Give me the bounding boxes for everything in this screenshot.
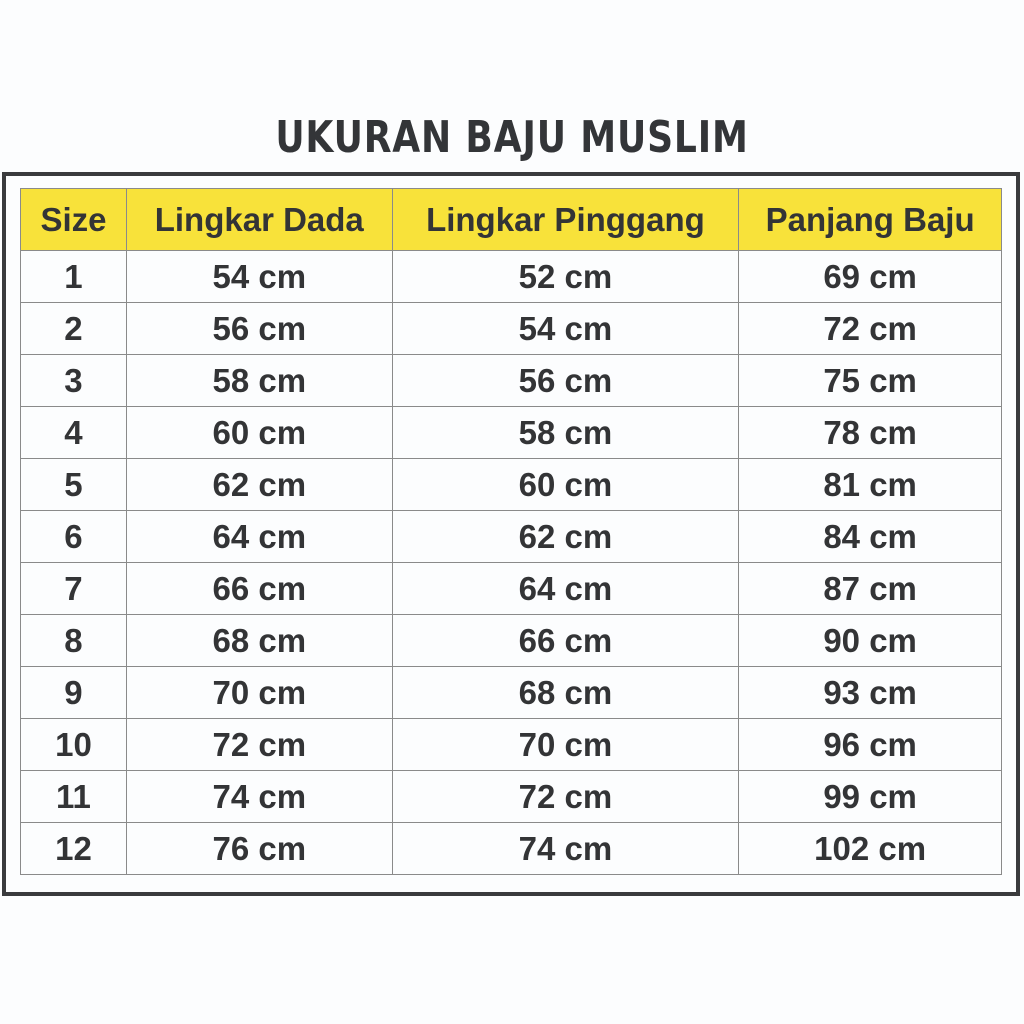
cell-lingkar-pinggang: 54 cm: [392, 303, 739, 355]
cell-lingkar-pinggang: 60 cm: [392, 459, 739, 511]
size-table: [20, 188, 1002, 875]
cell-lingkar-pinggang: 58 cm: [392, 407, 739, 459]
cell-lingkar-pinggang: 68 cm: [392, 667, 739, 719]
header-lingkar-dada: Lingkar Dada: [126, 189, 392, 251]
cell-lingkar-dada: 54 cm: [126, 251, 392, 303]
cell-lingkar-dada: 66 cm: [126, 563, 392, 615]
cell-panjang-baju: 93 cm: [739, 667, 1002, 719]
table-row: [21, 303, 1002, 355]
table-row: [21, 615, 1002, 667]
cell-lingkar-dada: 72 cm: [126, 719, 392, 771]
table-row: [21, 459, 1002, 511]
cell-panjang-baju: 69 cm: [739, 251, 1002, 303]
header-lingkar-pinggang: Lingkar Pinggang: [392, 189, 739, 251]
cell-size: 4: [21, 407, 127, 459]
cell-panjang-baju: 75 cm: [739, 355, 1002, 407]
cell-lingkar-pinggang: 56 cm: [392, 355, 739, 407]
cell-panjang-baju: 81 cm: [739, 459, 1002, 511]
table-row: [21, 355, 1002, 407]
cell-panjang-baju: 90 cm: [739, 615, 1002, 667]
cell-lingkar-pinggang: 66 cm: [392, 615, 739, 667]
cell-lingkar-pinggang: 64 cm: [392, 563, 739, 615]
table-row: [21, 719, 1002, 771]
header-panjang-baju: Panjang Baju: [739, 189, 1002, 251]
cell-panjang-baju: 99 cm: [739, 771, 1002, 823]
table-row: [21, 407, 1002, 459]
cell-size: 10: [21, 719, 127, 771]
cell-lingkar-dada: 56 cm: [126, 303, 392, 355]
cell-size: 9: [21, 667, 127, 719]
cell-lingkar-dada: 64 cm: [126, 511, 392, 563]
cell-panjang-baju: 84 cm: [739, 511, 1002, 563]
table-row: [21, 251, 1002, 303]
cell-lingkar-pinggang: 70 cm: [392, 719, 739, 771]
cell-lingkar-pinggang: 72 cm: [392, 771, 739, 823]
cell-panjang-baju: 78 cm: [739, 407, 1002, 459]
cell-size: 2: [21, 303, 127, 355]
cell-lingkar-dada: 60 cm: [126, 407, 392, 459]
cell-lingkar-dada: 74 cm: [126, 771, 392, 823]
header-size: Size: [21, 189, 127, 251]
cell-lingkar-pinggang: 62 cm: [392, 511, 739, 563]
cell-lingkar-dada: 62 cm: [126, 459, 392, 511]
cell-lingkar-pinggang: 52 cm: [392, 251, 739, 303]
cell-lingkar-dada: 70 cm: [126, 667, 392, 719]
cell-size: 1: [21, 251, 127, 303]
cell-panjang-baju: 96 cm: [739, 719, 1002, 771]
page-title: UKURAN BAJU MUSLIM: [275, 112, 749, 163]
cell-size: 5: [21, 459, 127, 511]
cell-size: 7: [21, 563, 127, 615]
cell-size: 6: [21, 511, 127, 563]
table-row: [21, 771, 1002, 823]
cell-size: 3: [21, 355, 127, 407]
cell-size: 11: [21, 771, 127, 823]
cell-panjang-baju: 102 cm: [739, 823, 1002, 875]
table-row: [21, 511, 1002, 563]
table-row: [21, 667, 1002, 719]
cell-lingkar-dada: 76 cm: [126, 823, 392, 875]
cell-size: 12: [21, 823, 127, 875]
cell-lingkar-dada: 68 cm: [126, 615, 392, 667]
header-row: [21, 189, 1002, 251]
cell-panjang-baju: 72 cm: [739, 303, 1002, 355]
table-row: [21, 823, 1002, 875]
cell-size: 8: [21, 615, 127, 667]
table-row: [21, 563, 1002, 615]
cell-lingkar-dada: 58 cm: [126, 355, 392, 407]
cell-lingkar-pinggang: 74 cm: [392, 823, 739, 875]
cell-panjang-baju: 87 cm: [739, 563, 1002, 615]
